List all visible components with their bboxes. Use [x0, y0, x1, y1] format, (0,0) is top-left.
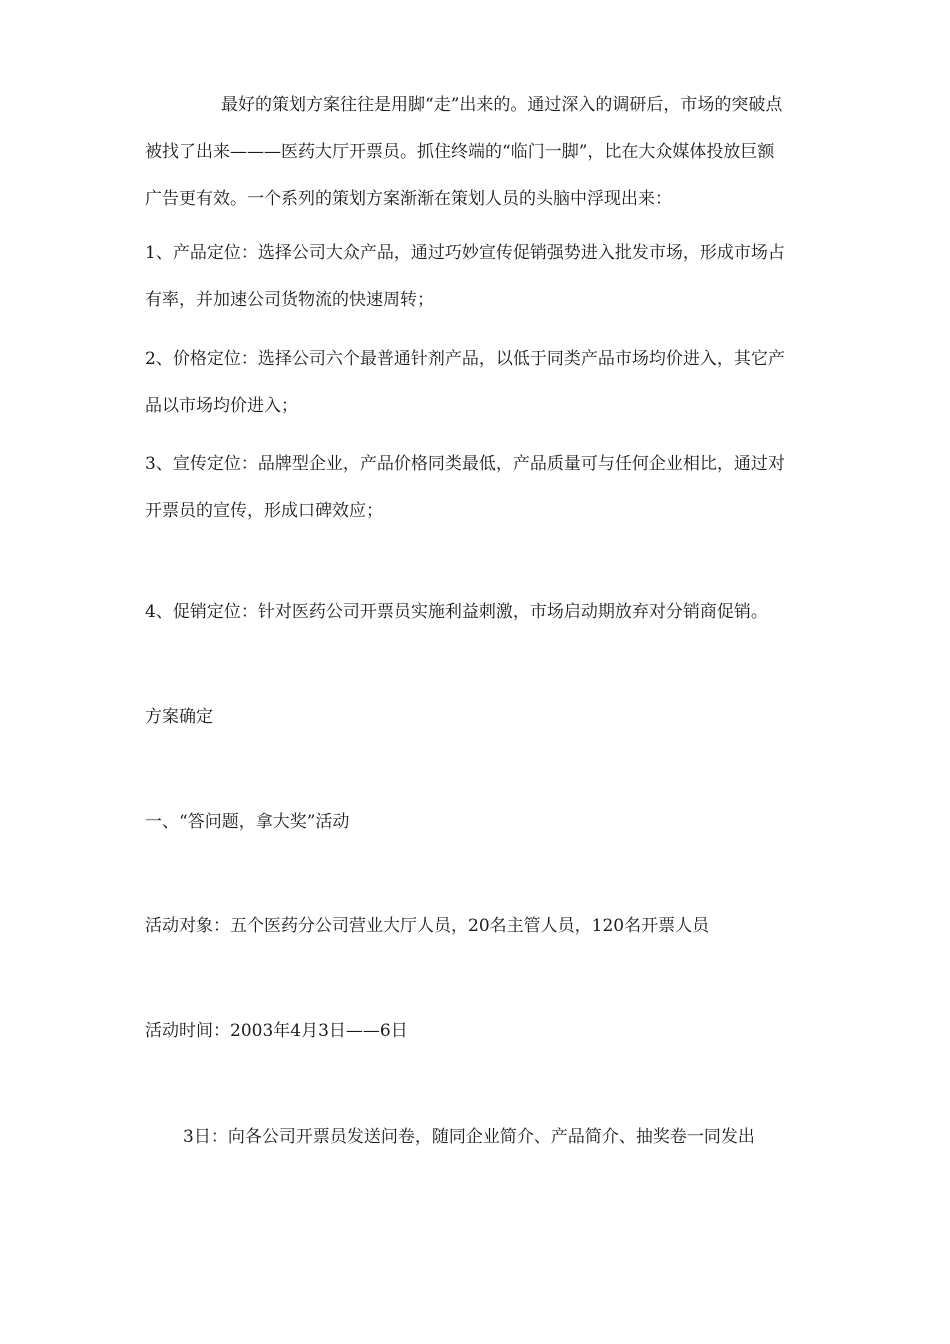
price-positioning-paragraph: [145, 336, 865, 430]
activity-target: 活动对象：五个医药分公司营业大厅人员，20名主管人员，120名开票人员: [145, 916, 710, 936]
promotion-positioning-paragraph: [145, 441, 865, 535]
price-positioning-line-1: 2、价格定位：选择公司六个最普通针剂产品，以低于同类产品市场均价进入，其它产: [145, 349, 785, 369]
intro-line-3: 广告更有效。一个系列的策划方案渐渐在策划人员的头脑中浮现出来：: [145, 189, 672, 209]
sales-promotion-positioning-line-1: 4、促销定位：针对医药公司开票员实施利益刺激，市场启动期放弃对分销商促销。: [145, 602, 768, 622]
activity-time: 活动时间：2003年4月3日——6日: [145, 1021, 408, 1041]
product-positioning-line-2: 有率，并加速公司货物流的快速周转；: [145, 290, 434, 310]
plan-heading: 方案确定: [145, 707, 213, 727]
schedule-day-3: 3日：向各公司开票员发送问卷，随同企业简介、产品简介、抽奖卷一同发出: [183, 1127, 755, 1147]
product-positioning-paragraph: [145, 230, 865, 324]
promotion-positioning-line-2: 开票员的宣传，形成口碑效应；: [145, 501, 383, 521]
intro-paragraph: [145, 82, 865, 223]
intro-line-1: 最好的策划方案往往是用脚“走”出来的。通过深入的调研后，市场的突破点: [221, 95, 783, 115]
product-positioning-line-1: 1、产品定位：选择公司大众产品，通过巧妙宣传促销强势进入批发市场，形成市场占: [145, 243, 785, 263]
sales-promotion-positioning-paragraph: [145, 589, 865, 636]
intro-line-2: 被找了出来———医药大厅开票员。抓住终端的“临门一脚”，比在大众媒体投放巨额: [145, 142, 775, 162]
price-positioning-line-2: 品以市场均价进入；: [145, 396, 298, 416]
promotion-positioning-line-1: 3、宣传定位：品牌型企业，产品价格同类最低，产品质量可与任何企业相比，通过对: [145, 454, 785, 474]
activity-title: 一、“答问题，拿大奖”活动: [145, 812, 350, 832]
